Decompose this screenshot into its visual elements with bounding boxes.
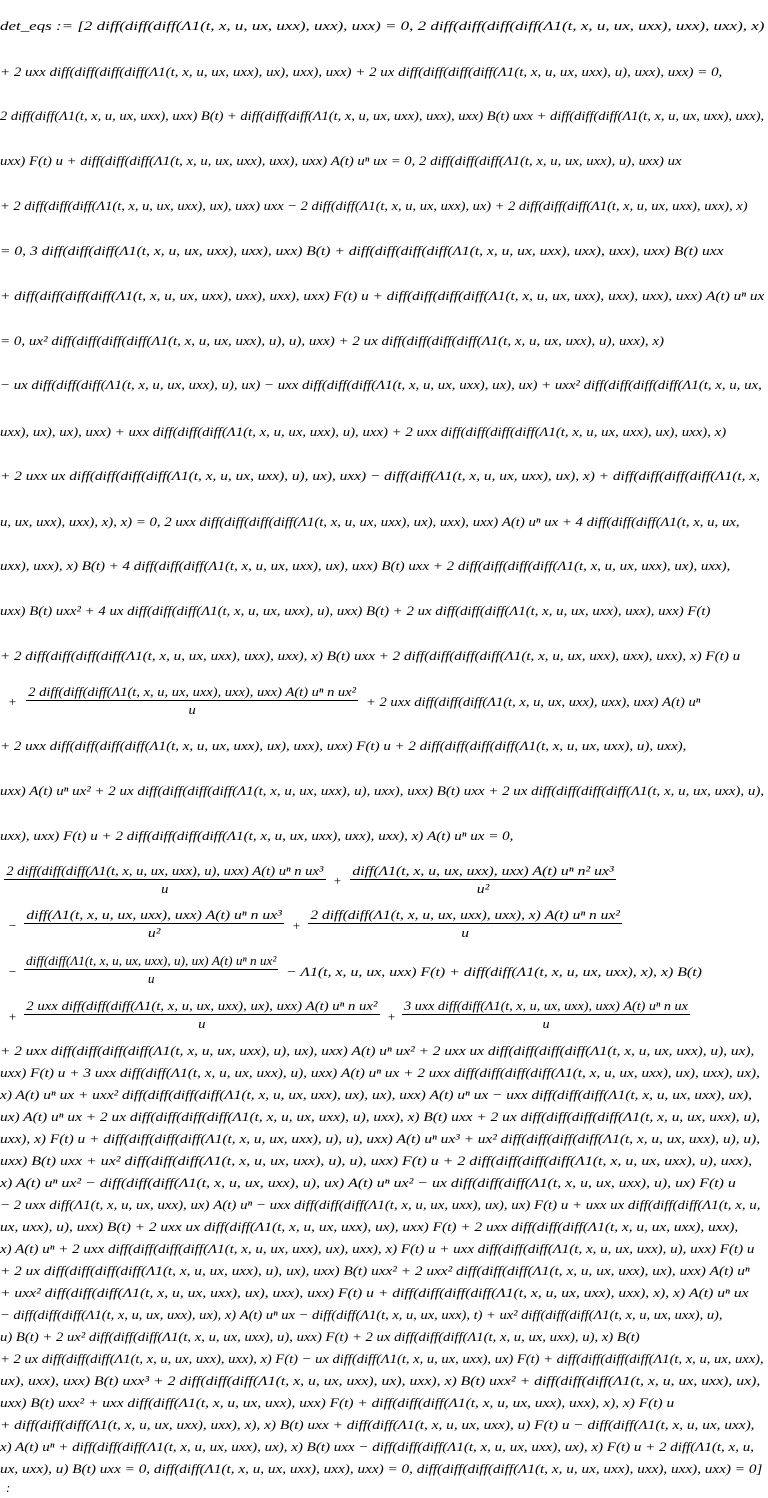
equation-line: uxx) B(t) uxx² + uxx diff(diff(Λ1(t, x, u, ux, uxx), uxx) F(t) + diff(diff(diff(Λ1(t, x, u, ux, uxx), uxx), x), x) F(t) u bbox=[0, 1395, 675, 1410]
equation-line: + 2 diff(diff(diff(Λ1(t, x, u, ux, uxx), ux), uxx) uxx − 2 diff(diff(Λ1(t, x, u, ux, uxx), ux) + 2 diff(diff(diff(Λ1(t, x, u, ux, uxx), uxx), x) bbox=[0, 198, 748, 213]
plus-operator: + bbox=[8, 694, 17, 709]
equation-line: x) A(t) uⁿ + 2 uxx diff(diff(diff(diff(Λ1(t, x, u, ux, uxx), ux), uxx), x) F(t) u + uxx diff(diff(diff(Λ1(t, x, u, ux, uxx), u), uxx) F(t) u bbox=[0, 1241, 755, 1256]
equation-line: − ux diff(diff(diff(Λ1(t, x, u, ux, uxx), u), ux) − uxx diff(diff(diff(Λ1(t, x, u, ux, uxx), ux), ux) + uxx² diff(diff(diff(diff(Λ1(t, x, u, ux, bbox=[0, 377, 762, 392]
equation-line: = 0, ux² diff(diff(diff(diff(Λ1(t, x, u, ux, uxx), u), u), uxx) + 2 ux diff(diff(diff(diff(Λ1(t, x, u, ux, uxx), u), uxx), x) bbox=[0, 333, 665, 348]
plus-operator: + bbox=[333, 873, 342, 888]
equation-line: − 2 uxx diff(Λ1(t, x, u, ux, uxx), ux) A(t) uⁿ − uxx diff(diff(diff(Λ1(t, x, u, ux, uxx), ux), ux) F(t) u + uxx ux diff(diff(diff(Λ1(t, x, u, bbox=[0, 1197, 761, 1212]
fraction-numerator: diff(Λ1(t, x, u, ux, uxx), uxx) A(t) uⁿ n ux³ bbox=[24, 906, 284, 924]
equation-line: uxx), uxx), x) B(t) + 4 diff(diff(diff(Λ1(t, x, u, ux, uxx), ux), uxx) B(t) uxx + 2 diff(diff(diff(diff(Λ1(t, x, u, ux, uxx), ux), uxx), bbox=[0, 558, 731, 573]
equation-line: ux, uxx), u), uxx) B(t) + 2 uxx ux diff(diff(Λ1(t, x, u, ux, uxx), ux), uxx) F(t) + 2 uxx diff(diff(diff(Λ1(t, x, u, ux, uxx), uxx), bbox=[0, 1219, 739, 1234]
equation-line: uxx) F(t) u + 3 uxx diff(diff(Λ1(t, x, u, ux, uxx), u), uxx) A(t) uⁿ ux + 2 uxx diff(diff(diff(diff(Λ1(t, x, u, ux, uxx), ux), uxx), ux), bbox=[0, 1065, 760, 1080]
fraction-numerator: 2 diff(diff(diff(Λ1(t, x, u, ux, uxx), uxx), uxx) A(t) uⁿ n ux² bbox=[26, 683, 358, 701]
equation-line: + diff(diff(diff(diff(Λ1(t, x, u, ux, uxx), uxx), uxx), uxx) F(t) u + diff(diff(diff(diff(Λ1(t, x, u, ux, uxx), uxx), uxx), uxx) A(t) uⁿ ux bbox=[0, 288, 765, 303]
fraction-denominator: u bbox=[198, 1016, 206, 1031]
equation-line: − diff(diff(diff(Λ1(t, x, u, ux, uxx), ux), x) A(t) uⁿ ux − diff(diff(Λ1(t, x, u, ux, uxx), t) + ux² diff(diff(diff(Λ1(t, x, u, ux, uxx), u), bbox=[0, 1307, 723, 1322]
equation-line: − Λ1(t, x, u, ux, uxx) F(t) + diff(diff(Λ1(t, x, u, ux, uxx), x), x) B(t) bbox=[286, 964, 702, 979]
equation-line: uxx), x) F(t) u + diff(diff(diff(diff(Λ1(t, x, u, ux, uxx), u), u), uxx) A(t) uⁿ ux³ + ux² diff(diff(diff(diff(Λ1(t, x, u, ux, uxx), u), u), bbox=[0, 1131, 761, 1146]
fraction bbox=[24, 952, 278, 987]
fraction-numerator: 2 diff(diff(diff(Λ1(t, x, u, ux, uxx), u), uxx) A(t) uⁿ n ux³ bbox=[4, 862, 326, 880]
equation-line: u, ux, uxx), uxx), x), x) = 0, 2 uxx diff(diff(diff(diff(Λ1(t, x, u, ux, uxx), ux), uxx), uxx) A(t) uⁿ ux + 4 diff(diff(diff(Λ1(t, x, u, ux, bbox=[0, 514, 740, 529]
equation-line: + uxx² diff(diff(diff(Λ1(t, x, u, ux, uxx), ux), uxx), uxx) F(t) u + diff(diff(diff(diff(Λ1(t, x, u, ux, uxx), uxx), x), x) A(t) uⁿ ux bbox=[0, 1285, 749, 1300]
equation-line: + 2 uxx diff(diff(diff(diff(Λ1(t, x, u, ux, uxx), ux), uxx), uxx) + 2 ux diff(diff(diff(diff(Λ1(t, x, u, ux, uxx), u), uxx), uxx) = 0, bbox=[0, 64, 723, 79]
fraction-denominator: u bbox=[188, 702, 196, 717]
equation-line: det_eqs := [2 diff(diff(diff(Λ1(t, x, u, ux, uxx), uxx), uxx) = 0, 2 diff(diff(diff(diff(Λ1(t, x, u, ux, uxx), uxx), uxx), x) bbox=[0, 18, 765, 33]
plus-operator: + bbox=[387, 1009, 396, 1024]
fraction bbox=[350, 862, 616, 897]
equation-line: + 2 uxx diff(diff(diff(Λ1(t, x, u, ux, uxx), uxx), uxx) A(t) uⁿ bbox=[366, 694, 701, 709]
fraction-numerator: 3 uxx diff(diff(Λ1(t, x, u, ux, uxx), uxx) A(t) uⁿ n ux bbox=[402, 997, 690, 1015]
fraction bbox=[4, 862, 326, 897]
fraction bbox=[24, 997, 380, 1032]
equation-line: uxx) B(t) uxx² + 4 ux diff(diff(diff(Λ1(t, x, u, ux, uxx), u), uxx) B(t) + 2 ux diff(diff(diff(Λ1(t, x, u, ux, uxx), uxx), uxx) F(t) bbox=[0, 603, 711, 618]
fraction bbox=[308, 906, 622, 941]
equation-line: = 0, 3 diff(diff(diff(Λ1(t, x, u, ux, uxx), uxx), uxx) B(t) + diff(diff(diff(diff(Λ1(t, x, u, ux, uxx), uxx), uxx), uxx) B(t) uxx bbox=[0, 243, 724, 258]
equation-line: + 2 uxx diff(diff(diff(diff(Λ1(t, x, u, ux, uxx), ux), uxx), uxx) F(t) u + 2 diff(diff(diff(diff(Λ1(t, x, u, ux, uxx), u), uxx), bbox=[0, 738, 687, 753]
fraction-denominator: u bbox=[461, 925, 469, 940]
fraction-numerator: 2 uxx diff(diff(diff(Λ1(t, x, u, ux, uxx), ux), uxx) A(t) uⁿ n ux² bbox=[24, 997, 380, 1015]
statement-terminator: : bbox=[6, 1480, 11, 1495]
fraction-numerator: diff(diff(Λ1(t, x, u, ux, uxx), u), ux) A(t) uⁿ n ux² bbox=[24, 952, 278, 970]
fraction-denominator: u bbox=[542, 1016, 550, 1031]
equation-line: + 2 ux diff(diff(diff(Λ1(t, x, u, ux, uxx), uxx), x) F(t) − ux diff(diff(Λ1(t, x, u, ux, uxx), ux) F(t) + diff(diff(diff(diff(Λ1(t, x, u, ux, uxx), bbox=[0, 1351, 764, 1366]
fraction-numerator: diff(Λ1(t, x, u, ux, uxx), uxx) A(t) uⁿ n² ux³ bbox=[350, 862, 616, 880]
equation-line: uxx) A(t) uⁿ ux² + 2 ux diff(diff(diff(diff(Λ1(t, x, u, ux, uxx), u), uxx), uxx) B(t) uxx + 2 ux diff(diff(diff(diff(Λ1(t, x, u, ux, uxx), u), bbox=[0, 783, 765, 798]
equation-line: ux), uxx), uxx) B(t) uxx³ + 2 diff(diff(diff(Λ1(t, x, u, ux, uxx), ux), uxx), x) B(t) uxx² + diff(diff(diff(Λ1(t, x, u, ux, uxx), ux), bbox=[0, 1373, 761, 1388]
minus-operator: − bbox=[8, 964, 17, 979]
fraction bbox=[402, 997, 690, 1032]
fraction-denominator: u² bbox=[147, 925, 161, 940]
minus-operator: − bbox=[8, 918, 17, 933]
equation-line: + 2 diff(diff(diff(diff(Λ1(t, x, u, ux, uxx), uxx), uxx), x) B(t) uxx + 2 diff(diff(diff(diff(Λ1(t, x, u, ux, uxx), uxx), uxx), x) F(t) u bbox=[0, 648, 741, 663]
equation-line: uxx), uxx) F(t) u + 2 diff(diff(diff(diff(Λ1(t, x, u, ux, uxx), uxx), uxx), x) A(t) uⁿ ux = 0, bbox=[0, 828, 514, 843]
equation-line: ux, uxx), u) B(t) uxx = 0, diff(diff(Λ1(t, x, u, ux, uxx), uxx), uxx) = 0, diff(diff(diff(diff(Λ1(t, x, u, ux, uxx), uxx), uxx), uxx) = 0] bbox=[0, 1461, 763, 1476]
plus-operator: + bbox=[292, 918, 301, 933]
equation-line: x) A(t) uⁿ ux² − diff(diff(diff(Λ1(t, x, u, ux, uxx), u), ux) A(t) uⁿ ux² − ux diff(diff(diff(Λ1(t, x, u, ux, uxx), u), ux) F(t) u bbox=[0, 1175, 736, 1190]
equation-line: + diff(diff(diff(Λ1(t, x, u, ux, uxx), uxx), x), x) B(t) uxx + diff(diff(Λ1(t, x, u, ux, uxx), u) F(t) u − diff(diff(Λ1(t, x, u, ux, uxx), bbox=[0, 1417, 755, 1432]
equation-line: x) A(t) uⁿ ux + uxx² diff(diff(diff(diff(Λ1(t, x, u, ux, uxx), ux), ux), uxx) A(t) uⁿ ux − uxx diff(diff(diff(Λ1(t, x, u, ux, uxx), ux), bbox=[0, 1087, 753, 1102]
plus-operator: + bbox=[8, 1009, 17, 1024]
fraction-denominator: u² bbox=[476, 881, 490, 896]
fraction bbox=[26, 683, 358, 718]
equation-line: 2 diff(diff(Λ1(t, x, u, ux, uxx), uxx) B(t) + diff(diff(diff(Λ1(t, x, u, ux, uxx), uxx), uxx) B(t) uxx + diff(diff(diff(Λ1(t, x, u, ux, uxx), uxx), bbox=[0, 108, 765, 123]
equation-line: ux) A(t) uⁿ ux + 2 ux diff(diff(diff(diff(Λ1(t, x, u, ux, uxx), u), uxx), x) B(t) uxx + 2 ux diff(diff(diff(diff(Λ1(t, x, u, ux, uxx), u), bbox=[0, 1109, 761, 1124]
fraction-numerator: 2 diff(diff(Λ1(t, x, u, ux, uxx), uxx), x) A(t) uⁿ n ux² bbox=[308, 906, 622, 924]
equation-line: + 2 uxx diff(diff(diff(diff(Λ1(t, x, u, ux, uxx), u), ux), uxx) A(t) uⁿ ux² + 2 uxx ux diff(diff(diff(diff(Λ1(t, x, u, ux, uxx), u), ux), bbox=[0, 1043, 755, 1058]
equation-line: u) B(t) + 2 ux² diff(diff(diff(Λ1(t, x, u, ux, uxx), u), uxx) F(t) + 2 ux diff(diff(diff(Λ1(t, x, u, ux, uxx), u), x) B(t) bbox=[0, 1329, 640, 1344]
equation-line: + 2 ux diff(diff(diff(diff(Λ1(t, x, u, ux, uxx), u), ux), uxx) B(t) uxx² + 2 uxx² diff(diff(diff(Λ1(t, x, u, ux, uxx), ux), uxx) A(t) uⁿ bbox=[0, 1263, 750, 1278]
equation-line: uxx), ux), ux), uxx) + uxx diff(diff(diff(Λ1(t, x, u, ux, uxx), u), uxx) + 2 uxx diff(diff(diff(diff(Λ1(t, x, u, ux, uxx), ux), uxx), x) bbox=[0, 424, 727, 439]
equation-line: + 2 uxx ux diff(diff(diff(diff(Λ1(t, x, u, ux, uxx), u), ux), uxx) − diff(diff(Λ1(t, x, u, ux, uxx), ux), x) + diff(diff(diff(diff(Λ1(t, x, bbox=[0, 468, 760, 483]
equation-line: uxx) B(t) uxx + ux² diff(diff(diff(Λ1(t, x, u, ux, uxx), u), u), uxx) F(t) u + 2 diff(diff(diff(diff(Λ1(t, x, u, ux, uxx), u), uxx), bbox=[0, 1153, 753, 1168]
fraction-denominator: u bbox=[161, 881, 169, 896]
fraction bbox=[24, 906, 284, 941]
equation-line: x) A(t) uⁿ + diff(diff(diff(Λ1(t, x, u, ux, uxx), ux), x) B(t) uxx − diff(diff(diff(Λ1(t, x, u, ux, uxx), ux), x) F(t) u + 2 diff(Λ1(t, x, u, bbox=[0, 1439, 754, 1454]
equation-line: uxx) F(t) u + diff(diff(diff(Λ1(t, x, u, ux, uxx), uxx), uxx) A(t) uⁿ ux = 0, 2 diff(diff(diff(Λ1(t, x, u, ux, uxx), u), uxx) ux bbox=[0, 153, 682, 168]
fraction-denominator: u bbox=[147, 971, 155, 986]
